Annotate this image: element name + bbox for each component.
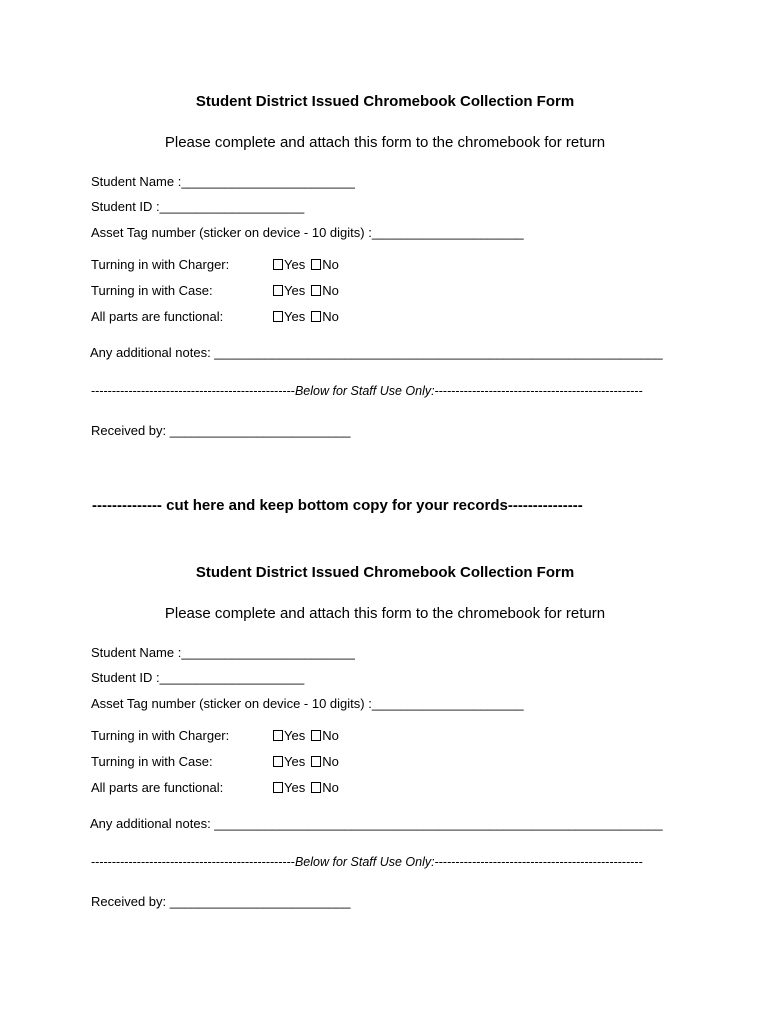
staff-use-divider bbox=[91, 855, 677, 869]
form-subtitle: Please complete and attach this form to the chromebook for return bbox=[164, 605, 606, 622]
checkbox-icon[interactable] bbox=[311, 259, 321, 270]
yes-label: Yes bbox=[284, 754, 306, 769]
checkbox-icon[interactable] bbox=[311, 782, 321, 793]
checkbox-icon[interactable] bbox=[273, 285, 283, 296]
staff-dashes-right: -------------------------------------------------- bbox=[434, 855, 643, 869]
staff-dashes-left: ------------------------------------------------- bbox=[91, 855, 295, 869]
student-name-field[interactable]: Student Name :________________________ bbox=[91, 174, 355, 189]
checkbox-icon[interactable] bbox=[311, 285, 321, 296]
case-no-option[interactable] bbox=[311, 754, 339, 769]
checkbox-icon[interactable] bbox=[311, 311, 321, 322]
received-by-field[interactable]: Received by: _________________________ bbox=[91, 423, 351, 438]
charger-no-option[interactable] bbox=[311, 728, 339, 743]
form-title: Student District Issued Chromebook Collection Form bbox=[195, 564, 575, 581]
yes-label: Yes bbox=[284, 257, 306, 272]
checkbox-icon[interactable] bbox=[273, 782, 283, 793]
asset-tag-field[interactable]: Asset Tag number (sticker on device - 10 digits) :_____________________ bbox=[91, 696, 524, 711]
case-yes-option[interactable] bbox=[273, 283, 305, 298]
form-subtitle: Please complete and attach this form to the chromebook for return bbox=[164, 134, 606, 151]
charger-yes-option[interactable] bbox=[273, 728, 305, 743]
yes-label: Yes bbox=[284, 728, 306, 743]
staff-use-divider bbox=[91, 384, 677, 398]
yes-label: Yes bbox=[284, 309, 306, 324]
functional-yes-option[interactable] bbox=[273, 309, 305, 324]
no-label: No bbox=[322, 780, 339, 795]
functional-options bbox=[273, 780, 339, 795]
checkbox-icon[interactable] bbox=[273, 756, 283, 767]
charger-no-option[interactable] bbox=[311, 257, 339, 272]
charger-options bbox=[273, 728, 339, 743]
functional-no-option[interactable] bbox=[311, 309, 339, 324]
staff-dashes-right: -------------------------------------------------- bbox=[434, 384, 643, 398]
functional-label: All parts are functional: bbox=[91, 309, 224, 324]
staff-dashes-left: ------------------------------------------------- bbox=[91, 384, 295, 398]
checkbox-icon[interactable] bbox=[311, 756, 321, 767]
yes-label: Yes bbox=[284, 283, 306, 298]
case-options bbox=[273, 754, 339, 769]
no-label: No bbox=[322, 257, 339, 272]
case-options bbox=[273, 283, 339, 298]
functional-options bbox=[273, 309, 339, 324]
no-label: No bbox=[322, 728, 339, 743]
yes-label: Yes bbox=[284, 780, 306, 795]
checkbox-icon[interactable] bbox=[273, 730, 283, 741]
functional-yes-option[interactable] bbox=[273, 780, 305, 795]
functional-label: All parts are functional: bbox=[91, 780, 224, 795]
case-no-option[interactable] bbox=[311, 283, 339, 298]
no-label: No bbox=[322, 283, 339, 298]
received-by-field[interactable]: Received by: _________________________ bbox=[91, 894, 351, 909]
charger-options bbox=[273, 257, 339, 272]
functional-no-option[interactable] bbox=[311, 780, 339, 795]
checkbox-icon[interactable] bbox=[273, 259, 283, 270]
student-id-field[interactable]: Student ID :____________________ bbox=[91, 199, 305, 214]
case-label: Turning in with Case: bbox=[91, 283, 213, 298]
checkbox-icon[interactable] bbox=[311, 730, 321, 741]
student-id-field[interactable]: Student ID :____________________ bbox=[91, 670, 305, 685]
charger-label: Turning in with Charger: bbox=[91, 728, 230, 743]
charger-label: Turning in with Charger: bbox=[91, 257, 230, 272]
staff-use-label: Below for Staff Use Only: bbox=[294, 384, 435, 398]
form-title: Student District Issued Chromebook Collection Form bbox=[195, 93, 575, 110]
no-label: No bbox=[322, 754, 339, 769]
staff-use-label: Below for Staff Use Only: bbox=[294, 855, 435, 869]
case-yes-option[interactable] bbox=[273, 754, 305, 769]
additional-notes-field[interactable]: Any additional notes: ______________________________________________________________ bbox=[90, 816, 663, 831]
checkbox-icon[interactable] bbox=[273, 311, 283, 322]
student-name-field[interactable]: Student Name :________________________ bbox=[91, 645, 355, 660]
additional-notes-field[interactable]: Any additional notes: ______________________________________________________________ bbox=[90, 345, 663, 360]
charger-yes-option[interactable] bbox=[273, 257, 305, 272]
asset-tag-field[interactable]: Asset Tag number (sticker on device - 10 digits) :_____________________ bbox=[91, 225, 524, 240]
cut-line: -------------- cut here and keep bottom copy for your records--------------- bbox=[92, 497, 583, 514]
case-label: Turning in with Case: bbox=[91, 754, 213, 769]
no-label: No bbox=[322, 309, 339, 324]
